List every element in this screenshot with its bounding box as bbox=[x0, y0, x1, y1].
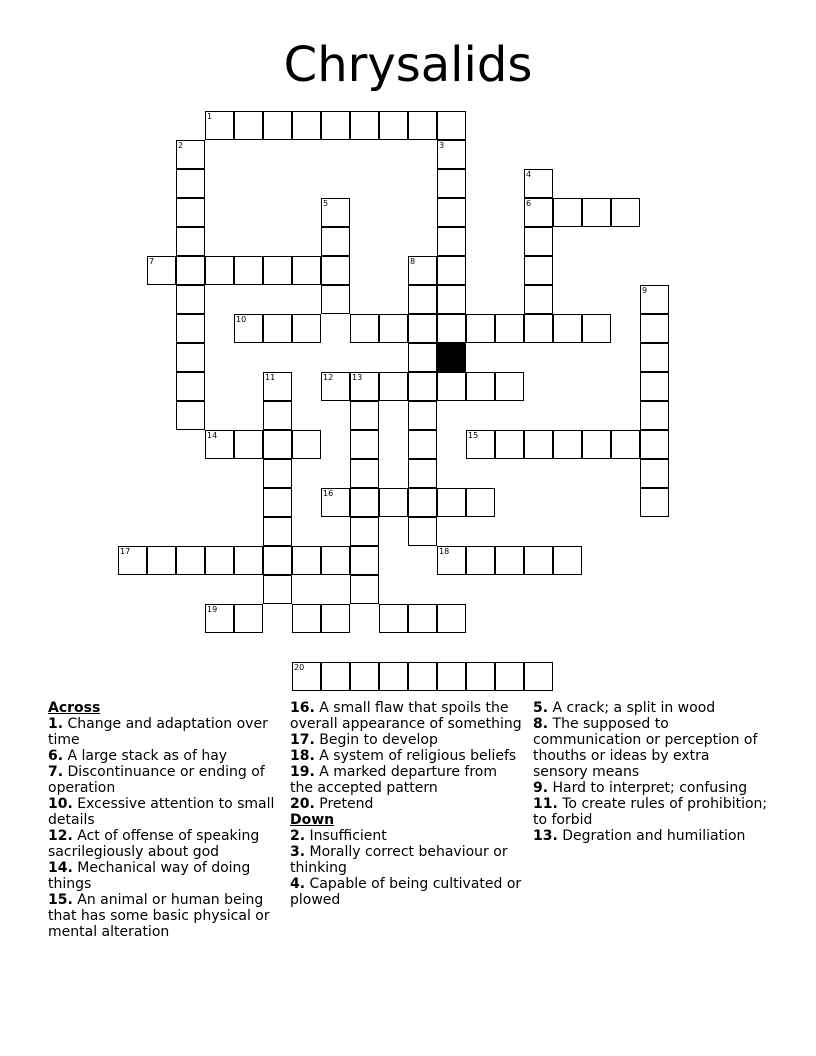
clue-item bbox=[48, 716, 280, 748]
clue-number: 9 bbox=[642, 286, 648, 295]
grid-cell[interactable] bbox=[466, 662, 495, 691]
clue-item bbox=[48, 796, 280, 828]
grid-cell[interactable] bbox=[611, 198, 640, 227]
clue-text: A small flaw that spoils the overall appearance of something bbox=[290, 700, 522, 732]
clue-number: 14. bbox=[48, 860, 73, 876]
down-heading: Down bbox=[290, 812, 335, 828]
grid-cell[interactable] bbox=[321, 546, 350, 575]
clue-item bbox=[48, 828, 280, 860]
grid-cell[interactable] bbox=[263, 256, 292, 285]
clue-item bbox=[290, 828, 522, 844]
clue-text: Morally correct behaviour or thinking bbox=[290, 844, 508, 876]
clues-column-1 bbox=[48, 700, 280, 940]
clue-number: 13. bbox=[533, 828, 558, 844]
clue-number: 9. bbox=[533, 780, 549, 796]
grid-cell[interactable] bbox=[350, 372, 379, 401]
grid-cell[interactable] bbox=[408, 314, 437, 343]
grid-cell[interactable] bbox=[321, 256, 350, 285]
clue-number: 8. bbox=[533, 716, 549, 732]
grid-cell[interactable] bbox=[379, 604, 408, 633]
grid-cell[interactable] bbox=[408, 372, 437, 401]
clue-number: 13 bbox=[352, 373, 363, 382]
grid-cell[interactable] bbox=[437, 488, 466, 517]
grid-cell[interactable] bbox=[176, 285, 205, 314]
clue-text: Insufficient bbox=[305, 828, 387, 844]
clue-item bbox=[290, 748, 522, 764]
grid-cell[interactable] bbox=[321, 227, 350, 256]
grid-cell[interactable] bbox=[176, 401, 205, 430]
grid-cell[interactable] bbox=[176, 372, 205, 401]
clue-item bbox=[533, 828, 768, 844]
grid-cell[interactable] bbox=[205, 111, 234, 140]
grid-cell[interactable] bbox=[263, 314, 292, 343]
grid-cell[interactable] bbox=[379, 488, 408, 517]
grid-cell[interactable] bbox=[582, 314, 611, 343]
clue-item bbox=[48, 748, 280, 764]
grid-cell[interactable] bbox=[466, 488, 495, 517]
grid-cell[interactable] bbox=[379, 111, 408, 140]
grid-cell[interactable] bbox=[408, 459, 437, 488]
grid-cell[interactable] bbox=[408, 662, 437, 691]
clue-item bbox=[290, 844, 522, 876]
grid-cell[interactable] bbox=[495, 430, 524, 459]
grid-cell[interactable] bbox=[466, 546, 495, 575]
grid-cell[interactable] bbox=[524, 285, 553, 314]
grid-cell[interactable] bbox=[437, 546, 466, 575]
clue-number: 16 bbox=[323, 489, 334, 498]
grid-cell[interactable] bbox=[524, 169, 553, 198]
grid-cell[interactable] bbox=[350, 401, 379, 430]
grid-cell[interactable] bbox=[437, 111, 466, 140]
clues-column-2 bbox=[290, 700, 522, 908]
grid-cell[interactable] bbox=[466, 372, 495, 401]
clue-text: An animal or human being that has some basic physical or mental alteration bbox=[48, 892, 270, 940]
grid-cell[interactable] bbox=[524, 256, 553, 285]
grid-cell[interactable] bbox=[379, 314, 408, 343]
clue-number: 3 bbox=[439, 141, 445, 150]
clue-number: 15 bbox=[468, 431, 479, 440]
grid-cell[interactable] bbox=[524, 662, 553, 691]
grid-cell[interactable] bbox=[466, 314, 495, 343]
clue-text: Act of offense of speaking sacrilegiously about god bbox=[48, 828, 260, 860]
grid-cell[interactable] bbox=[495, 314, 524, 343]
grid-cell[interactable] bbox=[524, 546, 553, 575]
clue-text: A crack; a split in wood bbox=[548, 700, 716, 716]
grid-cell[interactable] bbox=[553, 430, 582, 459]
grid-cell[interactable] bbox=[176, 198, 205, 227]
clue-number: 10 bbox=[236, 315, 247, 324]
clue-number: 6 bbox=[526, 199, 532, 208]
grid-cell[interactable] bbox=[263, 459, 292, 488]
grid-cell[interactable] bbox=[437, 140, 466, 169]
clue-item bbox=[533, 796, 768, 828]
grid-cell[interactable] bbox=[205, 604, 234, 633]
grid-cell[interactable] bbox=[263, 111, 292, 140]
grid-cell[interactable] bbox=[553, 314, 582, 343]
grid-cell[interactable] bbox=[350, 314, 379, 343]
grid-cell[interactable] bbox=[350, 662, 379, 691]
clue-number: 20. bbox=[290, 796, 315, 812]
grid-cell[interactable] bbox=[437, 198, 466, 227]
grid-cell[interactable] bbox=[234, 111, 263, 140]
grid-cell[interactable] bbox=[350, 517, 379, 546]
clue-text: Hard to interpret; confusing bbox=[548, 780, 748, 796]
grid-cell[interactable] bbox=[640, 343, 669, 372]
grid-cell[interactable] bbox=[321, 372, 350, 401]
grid-cell[interactable] bbox=[582, 430, 611, 459]
grid-cell[interactable] bbox=[553, 546, 582, 575]
grid-cell[interactable] bbox=[495, 372, 524, 401]
across-heading: Across bbox=[48, 700, 101, 716]
grid-cell[interactable] bbox=[118, 546, 147, 575]
grid-cell[interactable] bbox=[408, 517, 437, 546]
clue-text: A large stack as of hay bbox=[63, 748, 228, 764]
grid-cell[interactable] bbox=[234, 604, 263, 633]
clue-number: 1. bbox=[48, 716, 64, 732]
grid-cell[interactable] bbox=[524, 198, 553, 227]
clue-text: A system of religious beliefs bbox=[314, 748, 517, 764]
grid-cell[interactable] bbox=[350, 488, 379, 517]
grid-cell[interactable] bbox=[292, 662, 321, 691]
grid-cell[interactable] bbox=[408, 111, 437, 140]
clue-text: Begin to develop bbox=[314, 732, 438, 748]
grid-cell[interactable] bbox=[640, 488, 669, 517]
grid-cell[interactable] bbox=[205, 256, 234, 285]
clue-number: 7 bbox=[149, 257, 155, 266]
clue-text: Degration and humiliation bbox=[557, 828, 746, 844]
clue-number: 16. bbox=[290, 700, 315, 716]
grid-cell[interactable] bbox=[437, 285, 466, 314]
grid-cell[interactable] bbox=[263, 488, 292, 517]
clue-number: 19. bbox=[290, 764, 315, 780]
grid-cell[interactable] bbox=[263, 372, 292, 401]
clue-text: Mechanical way of doing things bbox=[48, 860, 251, 892]
grid-cell[interactable] bbox=[640, 430, 669, 459]
clue-text: Change and adaptation over time bbox=[48, 716, 268, 748]
grid-cell[interactable] bbox=[408, 256, 437, 285]
grid-cell[interactable] bbox=[176, 169, 205, 198]
grid-cell[interactable] bbox=[176, 227, 205, 256]
grid-cell[interactable] bbox=[640, 459, 669, 488]
grid-cell[interactable] bbox=[205, 430, 234, 459]
clue-number: 7. bbox=[48, 764, 64, 780]
clue-number: 11. bbox=[533, 796, 558, 812]
grid-cell[interactable] bbox=[234, 546, 263, 575]
clues-column-3 bbox=[533, 700, 768, 844]
grid-cell[interactable] bbox=[147, 256, 176, 285]
clue-number: 19 bbox=[207, 605, 218, 614]
grid-cell[interactable] bbox=[321, 285, 350, 314]
clue-number: 2. bbox=[290, 828, 306, 844]
grid-cell[interactable] bbox=[321, 111, 350, 140]
grid-cell[interactable] bbox=[350, 459, 379, 488]
grid-cell[interactable] bbox=[524, 227, 553, 256]
grid-cell[interactable] bbox=[263, 430, 292, 459]
puzzle-title: Chrysalids bbox=[283, 37, 533, 93]
grid-cell[interactable] bbox=[292, 256, 321, 285]
clue-number: 15. bbox=[48, 892, 73, 908]
clue-item bbox=[533, 700, 768, 716]
grid-cell[interactable] bbox=[321, 604, 350, 633]
grid-cell[interactable] bbox=[205, 546, 234, 575]
grid-cell[interactable] bbox=[234, 314, 263, 343]
grid-cell[interactable] bbox=[263, 517, 292, 546]
grid-cell[interactable] bbox=[408, 604, 437, 633]
clue-text: Pretend bbox=[314, 796, 374, 812]
grid-cell[interactable] bbox=[408, 285, 437, 314]
grid-cell[interactable] bbox=[495, 662, 524, 691]
clue-text: Capable of being cultivated or plowed bbox=[290, 876, 522, 908]
grid-cell[interactable] bbox=[147, 546, 176, 575]
clue-number: 18. bbox=[290, 748, 315, 764]
grid-cell[interactable] bbox=[524, 430, 553, 459]
grid-cell[interactable] bbox=[350, 430, 379, 459]
clue-item bbox=[290, 700, 522, 732]
clue-text: The supposed to communication or perception of thouths or ideas by extra sensory means bbox=[533, 716, 758, 780]
clue-number: 2 bbox=[178, 141, 184, 150]
clue-number: 17 bbox=[120, 547, 131, 556]
grid-cell[interactable] bbox=[640, 372, 669, 401]
grid-cell[interactable] bbox=[292, 111, 321, 140]
clue-item bbox=[290, 796, 522, 812]
clue-item bbox=[533, 780, 768, 796]
grid-cell[interactable] bbox=[292, 430, 321, 459]
grid-cell[interactable] bbox=[234, 430, 263, 459]
grid-cell[interactable] bbox=[437, 169, 466, 198]
grid-cell[interactable] bbox=[176, 314, 205, 343]
grid-cell[interactable] bbox=[553, 198, 582, 227]
clue-text: Excessive attention to small details bbox=[48, 796, 275, 828]
grid-cell[interactable] bbox=[408, 401, 437, 430]
grid-cell[interactable] bbox=[176, 343, 205, 372]
grid-cell[interactable] bbox=[379, 372, 408, 401]
grid-cell[interactable] bbox=[640, 285, 669, 314]
clue-number: 4 bbox=[526, 170, 532, 179]
clue-number: 11 bbox=[265, 373, 276, 382]
grid-cell[interactable] bbox=[350, 575, 379, 604]
clue-number: 5 bbox=[323, 199, 329, 208]
clue-text: A marked departure from the accepted pattern bbox=[290, 764, 497, 796]
grid-cell[interactable] bbox=[292, 604, 321, 633]
grid-cell[interactable] bbox=[437, 662, 466, 691]
clue-item bbox=[48, 764, 280, 796]
clue-number: 12 bbox=[323, 373, 334, 382]
clue-item bbox=[290, 876, 522, 908]
black-cell bbox=[437, 343, 466, 372]
grid-cell[interactable] bbox=[379, 662, 408, 691]
grid-cell[interactable] bbox=[263, 546, 292, 575]
grid-cell[interactable] bbox=[524, 314, 553, 343]
grid-cell[interactable] bbox=[321, 662, 350, 691]
grid-cell[interactable] bbox=[640, 314, 669, 343]
grid-cell[interactable] bbox=[408, 488, 437, 517]
grid-cell[interactable] bbox=[582, 198, 611, 227]
clue-item bbox=[48, 892, 280, 940]
clue-number: 4. bbox=[290, 876, 306, 892]
clue-number: 1 bbox=[207, 112, 213, 121]
clue-number: 5. bbox=[533, 700, 549, 716]
grid-cell[interactable] bbox=[437, 372, 466, 401]
grid-cell[interactable] bbox=[640, 401, 669, 430]
clue-item bbox=[290, 764, 522, 796]
grid-cell[interactable] bbox=[263, 575, 292, 604]
grid-cell[interactable] bbox=[350, 546, 379, 575]
grid-cell[interactable] bbox=[611, 430, 640, 459]
grid-cell[interactable] bbox=[437, 256, 466, 285]
grid-cell[interactable] bbox=[408, 430, 437, 459]
grid-cell[interactable] bbox=[234, 256, 263, 285]
grid-cell[interactable] bbox=[292, 546, 321, 575]
clue-number: 3. bbox=[290, 844, 306, 860]
grid-cell[interactable] bbox=[321, 198, 350, 227]
grid-cell[interactable] bbox=[321, 488, 350, 517]
grid-cell[interactable] bbox=[437, 227, 466, 256]
clue-number: 17. bbox=[290, 732, 315, 748]
grid-cell[interactable] bbox=[437, 314, 466, 343]
clue-text: To create rules of prohibition; to forbid bbox=[533, 796, 768, 828]
grid-cell[interactable] bbox=[292, 314, 321, 343]
grid-cell[interactable] bbox=[263, 401, 292, 430]
clue-number: 18 bbox=[439, 547, 450, 556]
grid-cell[interactable] bbox=[437, 604, 466, 633]
clue-number: 8 bbox=[410, 257, 416, 266]
clue-number: 12. bbox=[48, 828, 73, 844]
clue-number: 20 bbox=[294, 663, 305, 672]
clue-item bbox=[290, 732, 522, 748]
grid-cell[interactable] bbox=[466, 430, 495, 459]
grid-cell[interactable] bbox=[176, 140, 205, 169]
grid-cell[interactable] bbox=[176, 546, 205, 575]
clue-number: 10. bbox=[48, 796, 73, 812]
clue-item bbox=[48, 860, 280, 892]
grid-cell[interactable] bbox=[495, 546, 524, 575]
clue-number: 14 bbox=[207, 431, 218, 440]
clue-number: 6. bbox=[48, 748, 64, 764]
grid-cell[interactable] bbox=[408, 343, 437, 372]
clue-item bbox=[533, 716, 768, 780]
grid-cell[interactable] bbox=[176, 256, 205, 285]
grid-cell[interactable] bbox=[350, 111, 379, 140]
clue-text: Discontinuance or ending of operation bbox=[48, 764, 265, 796]
